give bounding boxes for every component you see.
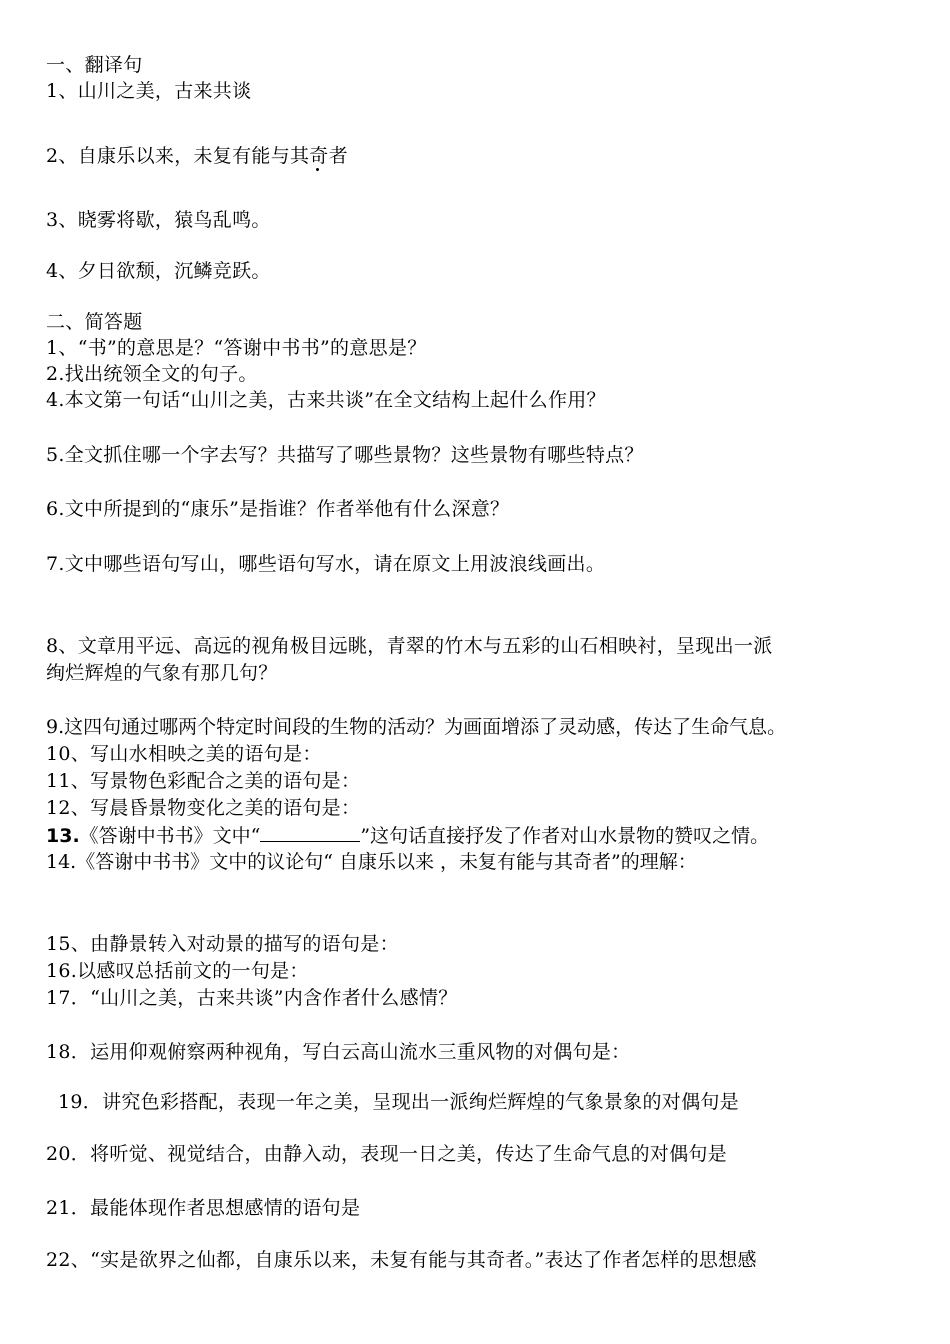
question-13-text-after: ”这句话直接抒发了作者对山水景物的赞叹之情。: [360, 825, 770, 847]
section-heading-translate: 一、翻译句: [46, 54, 143, 76]
question-12: 12、写晨昏景物变化之美的语句是：: [46, 797, 361, 819]
translate-item-4: 4、夕日欲颓，沉鳞竞跃。: [46, 260, 271, 282]
answer-blank[interactable]: [260, 823, 360, 842]
question-13-number: 13.: [46, 825, 80, 847]
question-14: 14.《答谢中书书》文中的议论句“ 自康乐以来 ，未复有能与其奇者”的理解：: [46, 851, 697, 873]
question-8-line-2: 绚烂辉煌的气象有那几句？: [46, 662, 278, 684]
question-10: 10、写山水相映之美的语句是：: [46, 743, 322, 765]
question-17: 17．“山川之美，古来共谈”内含作者什么感情？: [46, 987, 458, 1009]
emphasis-dot: [316, 168, 319, 171]
question-7: 7.文中哪些语句写山，哪些语句写水，请在原文上用波浪线画出。: [46, 553, 606, 575]
question-1: 1、“书”的意思是？“答谢中书书”的意思是？: [46, 337, 427, 359]
question-16: 16.以感叹总括前文的一句是：: [46, 960, 309, 982]
question-11: 11、写景物色彩配合之美的语句是：: [46, 770, 361, 792]
section-heading-short-answer: 二、简答题: [46, 311, 143, 333]
question-15: 15、由静景转入对动景的描写的语句是：: [46, 933, 399, 955]
question-5: 5.全文抓住哪一个字去写？共描写了哪些景物？这些景物有哪些特点？: [46, 444, 644, 466]
question-19: 19．讲究色彩搭配，表现一年之美，呈现出一派绚烂辉煌的气象景象的对偶句是: [58, 1091, 739, 1113]
question-6: 6.文中所提到的“康乐”是指谁？作者举他有什么深意？: [46, 498, 510, 520]
question-13-text-before: 《答谢中书书》文中“: [79, 825, 261, 847]
question-9: 9.这四句通过哪两个特定时间段的生物的活动？为画面增添了灵动感，传达了生命气息。: [46, 716, 787, 738]
question-21: 21．最能体现作者思想感情的语句是: [46, 1197, 361, 1219]
question-18: 18．运用仰观俯察两种视角，写白云高山流水三重风物的对偶句是：: [46, 1041, 631, 1063]
translate-item-3: 3、晓雾将歇，猿鸟乱鸣。: [46, 209, 271, 231]
translate-item-1: 1、山川之美，古来共谈: [46, 80, 252, 102]
translate-item-2: 2、自康乐以来，未复有能与其奇者: [46, 145, 348, 167]
question-13: [46, 823, 769, 848]
question-2: 2.找出统领全文的句子。: [46, 363, 258, 385]
question-22: 22、“实是欲界之仙都，自康乐以来，未复有能与其奇者。”表达了作者怎样的思想感: [46, 1249, 757, 1271]
question-20: 20．将听觉、视觉结合，由静入动，表现一日之美，传达了生命气息的对偶句是: [46, 1143, 727, 1165]
question-4: 4.本文第一句话“山川之美，古来共谈”在全文结构上起什么作用？: [46, 389, 606, 411]
question-8-line-1: 8、文章用平远、高远的视角极目远眺，青翠的竹木与五彩的山石相映衬，呈现出一派: [46, 635, 773, 657]
